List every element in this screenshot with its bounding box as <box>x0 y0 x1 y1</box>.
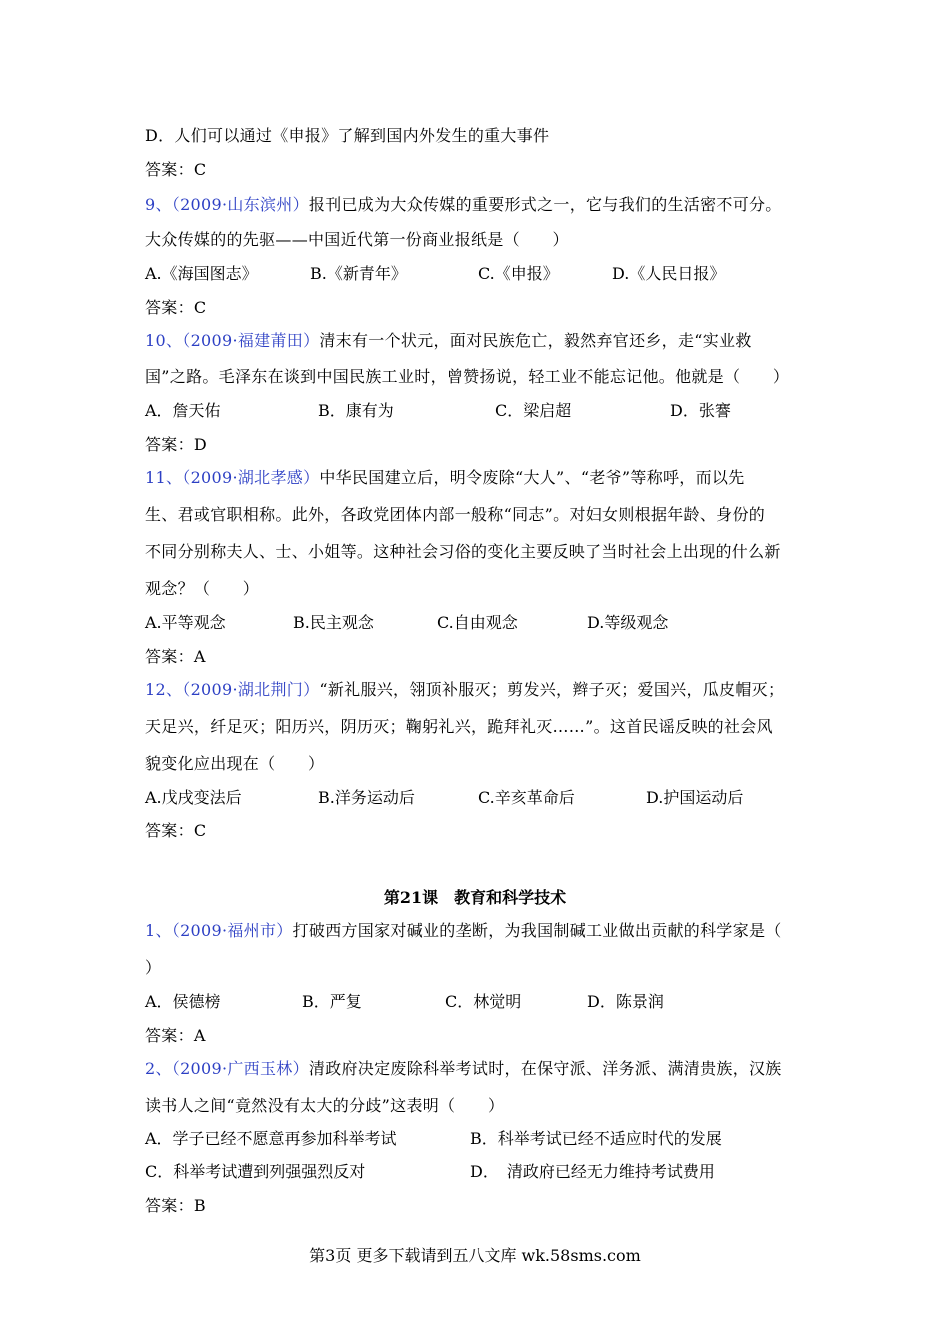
q10-option-a: A．詹天佑 <box>145 401 221 420</box>
q12-option-b: B.洋务运动后 <box>318 788 415 807</box>
q11-option-d: D.等级观念 <box>587 613 669 632</box>
l21-q1-source: （2009·福州市） <box>171 921 293 940</box>
l21-q1-text-line2: ） <box>145 958 162 977</box>
l21-q2-option-c: C．科举考试遭到列强强烈反对 <box>145 1162 366 1181</box>
q9-option-a: A.《海国图志》 <box>145 264 258 283</box>
q12-text-line2: 天足兴，纤足灭；阳历兴，阴历灭；鞠躬礼兴，跪拜礼灭……”。这首民谣反映的社会风 <box>145 717 773 736</box>
l21-q2-line1 <box>145 1058 782 1080</box>
q12-option-d: D.护国运动后 <box>646 788 744 807</box>
q9-number: 9、 <box>145 195 172 214</box>
q11-text-line4: 观念？（ ） <box>145 579 260 598</box>
l21-q1-answer: 答案：A <box>145 1026 206 1045</box>
l21-q2-number: 2、 <box>145 1059 172 1078</box>
q9-text-line2: 大众传媒的的先驱——中国近代第一份商业报纸是（ ） <box>145 230 569 249</box>
l21-q1-number: 1、 <box>145 921 172 940</box>
q12-text-line1: “新礼服兴，翎顶补服灭；剪发兴，辫子灭；爱国兴，瓜皮帽灭； <box>319 680 785 699</box>
l21-q2-text-line1: 清政府决定废除科举考试时，在保守派、洋务派、满清贵族，汉族 <box>308 1059 782 1078</box>
q9-text-line1: 报刊已成为大众传媒的重要形式之一，它与我们的生活密不可分。 <box>308 195 782 214</box>
l21-q1-option-b: B．严复 <box>302 992 362 1011</box>
l21-q2-text-line2: 读书人之间“竟然没有太大的分歧”这表明（ ） <box>145 1096 505 1115</box>
l21-q1-option-d: D．陈景润 <box>587 992 664 1011</box>
l21-q1-line1 <box>145 920 782 942</box>
q11-source: （2009·湖北孝感） <box>182 468 320 487</box>
lesson-title: 第21课 教育和科学技术 <box>383 888 567 907</box>
q10-answer: 答案：D <box>145 435 208 454</box>
q12-number: 12、 <box>145 680 183 699</box>
q9-answer: 答案：C <box>145 298 207 317</box>
q12-line1 <box>145 679 784 701</box>
q11-line1 <box>145 467 745 489</box>
l21-q2-option-b: B．科举考试已经不适应时代的发展 <box>470 1129 722 1148</box>
q12-text-line3: 貌变化应出现在（ ） <box>145 754 325 773</box>
q9-option-b: B.《新青年》 <box>310 264 407 283</box>
q12-answer: 答案：C <box>145 821 207 840</box>
q9-source: （2009·山东滨州） <box>171 195 309 214</box>
q10-number: 10、 <box>145 331 183 350</box>
l21-q2-source: （2009·广西玉林） <box>171 1059 309 1078</box>
q8-option-d: D．人们可以通过《申报》了解到国内外发生的重大事件 <box>145 126 550 145</box>
q10-text-line2: 国”之路。毛泽东在谈到中国民族工业时，曾赞扬说，轻工业不能忘记他。他就是（ ） <box>145 367 790 386</box>
q9-option-d: D.《人民日报》 <box>612 264 726 283</box>
q12-option-a: A.戊戌变法后 <box>145 788 242 807</box>
q11-text-line3: 不同分别称夫人、士、小姐等。这种社会习俗的变化主要反映了当时社会上出现的什么新 <box>145 542 781 561</box>
l21-q2-option-a: A．学子已经不愿意再参加科举考试 <box>145 1129 397 1148</box>
q10-option-d: D．张謇 <box>670 401 731 420</box>
l21-q2-answer: 答案：B <box>145 1196 206 1215</box>
q10-source: （2009·福建莆田） <box>182 331 320 350</box>
q10-text-line1: 清末有一个状元，面对民族危亡，毅然弃官还乡，走“实业救 <box>319 331 752 350</box>
q12-option-c: C.辛亥革命后 <box>478 788 575 807</box>
q9-option-c: C.《申报》 <box>478 264 559 283</box>
l21-q2-option-d: D． 清政府已经无力维持考试费用 <box>470 1162 715 1181</box>
l21-q1-text-line1: 打破西方国家对碱业的垄断，为我国制碱工业做出贡献的科学家是（ <box>292 921 782 940</box>
q10-option-c: C．梁启超 <box>495 401 572 420</box>
q8-answer: 答案：C <box>145 160 207 179</box>
q11-number: 11、 <box>145 468 183 487</box>
q11-option-b: B.民主观念 <box>293 613 374 632</box>
q11-text-line1: 中华民国建立后，明令废除“大人”、“老爷”等称呼，而以先 <box>319 468 745 487</box>
q11-option-a: A.平等观念 <box>145 613 226 632</box>
q12-source: （2009·湖北荆门） <box>182 680 320 699</box>
q11-text-line2: 生、君或官职相称。此外，各政党团体内部一般称“同志”。对妇女则根据年龄、身份的 <box>145 505 766 524</box>
q11-answer: 答案：A <box>145 647 206 666</box>
q9-line1 <box>145 194 782 216</box>
l21-q1-option-a: A．侯德榜 <box>145 992 221 1011</box>
q10-line1 <box>145 330 752 352</box>
q10-option-b: B．康有为 <box>318 401 394 420</box>
l21-q1-option-c: C．林觉明 <box>445 992 522 1011</box>
page-footer: 第3页 更多下载请到五八文库 wk.58sms.com <box>309 1246 641 1265</box>
q11-option-c: C.自由观念 <box>437 613 518 632</box>
